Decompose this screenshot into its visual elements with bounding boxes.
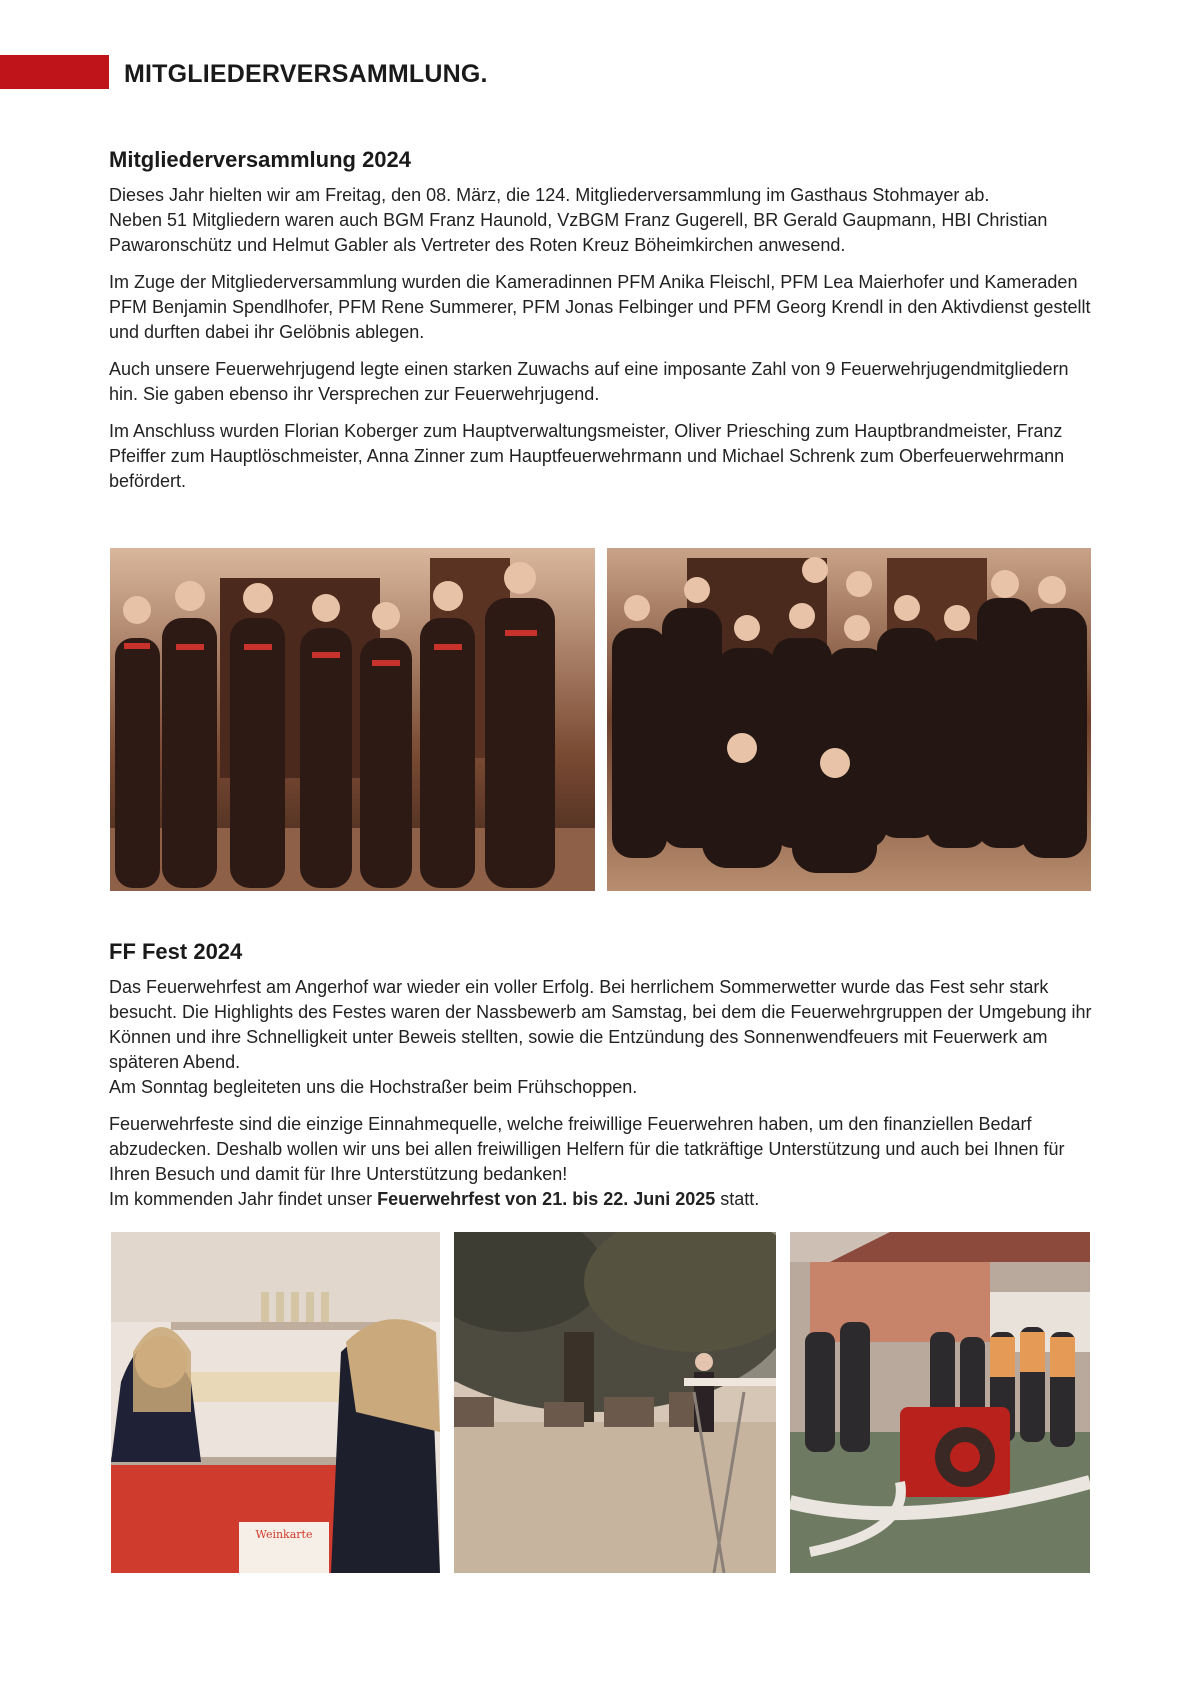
paragraph-line: Feuerwehrfeste sind die einzige Einnahmequelle, welche freiwillige Feuerwehren haben, um den finanziellen Bedarf abzudecken. Deshalb wollen wir uns bei allen freiwilligen Helfern für die tatkräftige Unterstützung und auch bei Ihnen für Ihren Besuch und damit für Ihre Unterstützung bedanken! <box>109 1114 1065 1184</box>
paragraph-line: Am Sonntag begleiteten uns die Hochstraßer beim Frühschoppen. <box>109 1077 638 1097</box>
paragraph <box>109 1112 1094 1212</box>
paragraph <box>109 975 1094 1100</box>
header-accent-bar <box>0 55 109 89</box>
paragraph: Auch unsere Feuerwehrjugend legte einen starken Zuwachs auf eine imposante Zahl von 9 Feuerwehrjugendmitgliedern hin. Sie gaben ebenso ihr Versprechen zur Feuerwehrjugend. <box>109 359 1069 404</box>
page-title: MITGLIEDERVERSAMMLUNG. <box>124 60 488 88</box>
paragraph-line: Dieses Jahr hielten wir am Freitag, den 08. März, die 124. Mitgliederversammlung im Gasthaus Stohmayer ab. <box>109 185 990 205</box>
photo-new-members <box>110 548 595 891</box>
paragraph-line: Im kommenden Jahr findet unser <box>109 1189 378 1209</box>
paragraph-line: Das Feuerwehrfest am Angerhof war wieder ein voller Erfolg. Bei herrlichem Sommerwetter wurde das Fest sehr stark besucht. Die Highlights des Festes waren der Nassbewerb am Samstag, bei dem die Feuerwehrgruppen der Umgebung ihr Können und ihre Schnelligkeit unter Beweis stellten, sowie die Entzündung des Sonnenwendfeuers mit Feuerwerk am späteren Abend. <box>109 977 1092 1072</box>
paragraph-line: statt. <box>715 1189 760 1209</box>
section-heading: FF Fest 2024 <box>109 939 243 964</box>
section-heading: Mitgliederversammlung 2024 <box>109 147 412 172</box>
paragraph <box>109 183 1094 258</box>
section-mitgliederversammlung <box>109 147 1094 506</box>
paragraph-line: Neben 51 Mitgliedern waren auch BGM Franz Haunold, VzBGM Franz Gugerell, BR Gerald Gaupmann, HBI Christian Pawaronschütz und Helmut Gabler als Vertreter des Roten Kreuz Böheimkirchen anwesend. <box>109 210 1048 255</box>
photo-fire-competition <box>790 1232 1090 1573</box>
paragraph: Im Anschluss wurden Florian Koberger zum Hauptverwaltungsmeister, Oliver Priesching zum Hauptbrandmeister, Franz Pfeiffer zum Hauptlöschmeister, Anna Zinner zum Hauptfeuerwehrmann und Michael Schrenk zum Oberfeuerwehrmann befördert. <box>109 421 1065 491</box>
festival-date-highlight: Feuerwehrfest von 21. bis 22. Juni 2025 <box>377 1189 716 1209</box>
paragraph: Im Zuge der Mitgliederversammlung wurden die Kameradinnen PFM Anika Fleischl, PFM Lea Maierhofer und Kameraden PFM Benjamin Spendlhofer, PFM Rene Summerer, PFM Jonas Felbinger und PFM Georg Krendl in den Aktivdienst gestellt und durften dabei ihr Gelöbnis ablegen. <box>109 272 1091 342</box>
photo-festival-grounds <box>454 1232 776 1573</box>
section-ff-fest <box>109 939 1094 1224</box>
wine-menu-sign: Weinkarte <box>255 1528 313 1541</box>
photo-wine-bar <box>111 1232 440 1573</box>
photo-youth-group <box>607 548 1091 891</box>
